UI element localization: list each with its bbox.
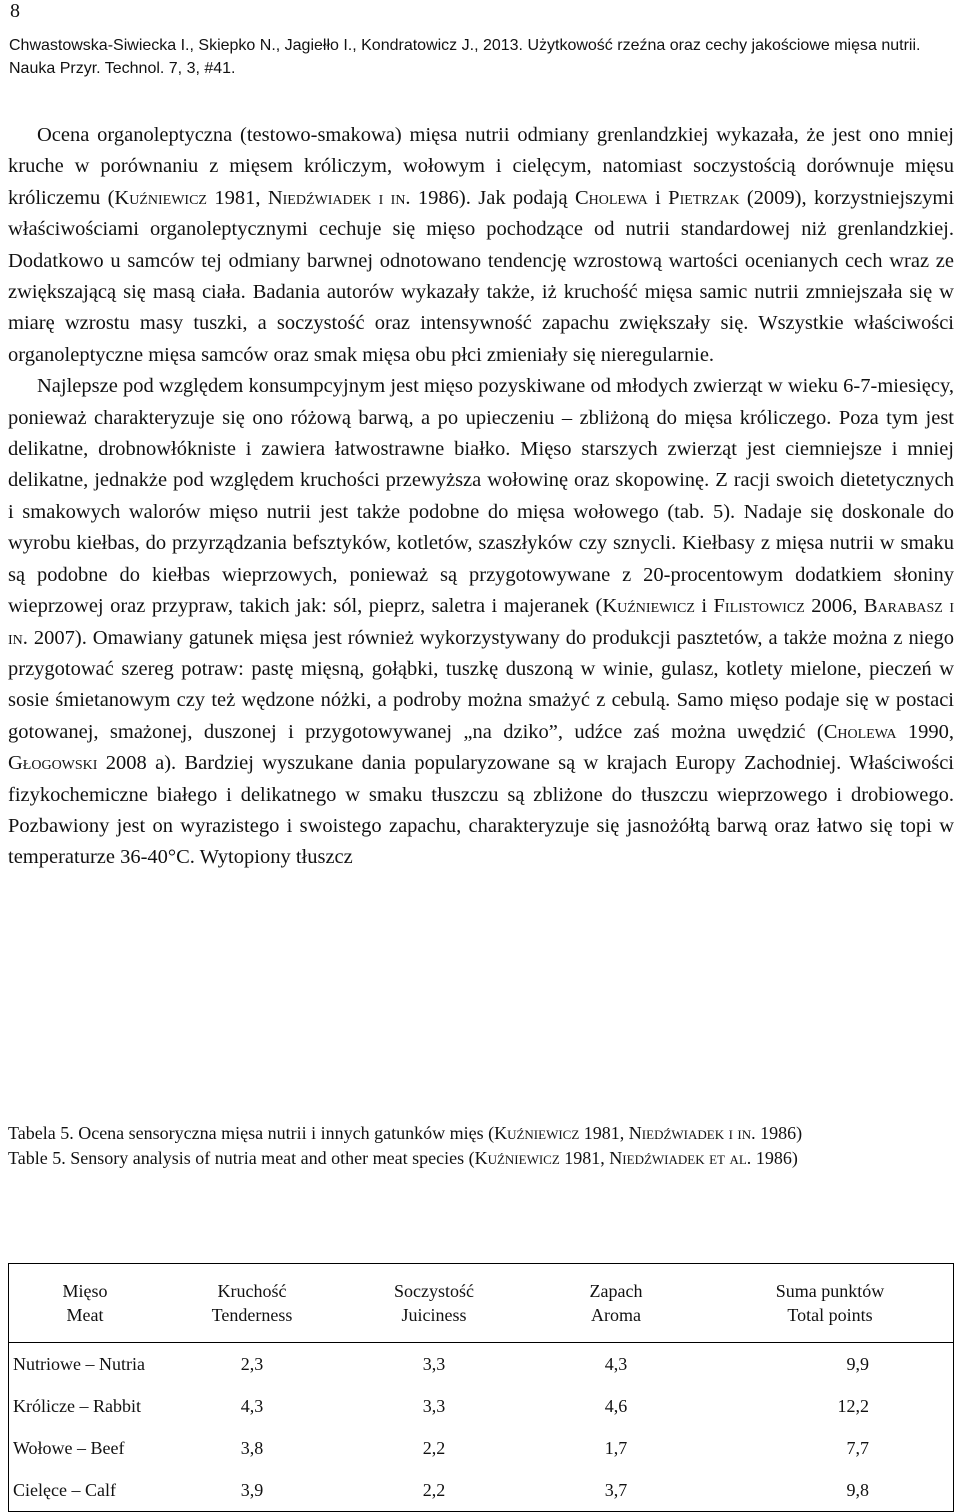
column-header-total: Suma punktów Total points (707, 1264, 954, 1343)
author-ref: Cholewa (574, 186, 648, 209)
juiciness-value: 3,3 (422, 1395, 446, 1416)
total-value: 9,8 (846, 1479, 869, 1500)
author-ref: Filistowicz (713, 595, 805, 618)
page-number: 8 (10, 0, 20, 22)
author-ref: Pietrzak (668, 186, 740, 209)
author-ref: Niedźwiadek i in. (267, 186, 411, 209)
aroma-value: 4,6 (604, 1395, 628, 1416)
juiciness-value: 3,3 (422, 1353, 446, 1374)
column-header-meat: Mięso Meat (9, 1264, 162, 1343)
author-ref: Niedźwiadek et al. (609, 1148, 752, 1168)
column-header-juiciness: Soczystość Juiciness (343, 1264, 525, 1343)
author-ref: Cholewa (823, 720, 897, 743)
table-caption (8, 1121, 954, 1171)
author-ref: Kuźniewicz (602, 595, 695, 618)
author-ref: Niedźwiadek i in. (628, 1123, 756, 1143)
author-ref: Kuźniewicz (494, 1123, 580, 1143)
table-row (9, 1427, 954, 1469)
tenderness-value: 4,3 (240, 1395, 264, 1416)
meat-name: Nutriowe – Nutria (13, 1353, 145, 1374)
tenderness-value: 2,3 (240, 1353, 264, 1374)
author-ref: Kuźniewicz (114, 186, 207, 209)
juiciness-value: 2,2 (422, 1479, 446, 1500)
aroma-value: 1,7 (604, 1437, 628, 1458)
column-header-aroma: Zapach Aroma (525, 1264, 707, 1343)
sensory-table (8, 1263, 954, 1512)
author-ref: Barabasz i in. (8, 595, 954, 649)
tenderness-value: 3,9 (240, 1479, 264, 1500)
total-value: 7,7 (846, 1437, 869, 1458)
juiciness-value: 2,2 (422, 1437, 446, 1458)
meat-name: Królicze – Rabbit (13, 1395, 141, 1416)
paragraph-2: Najlepsze pod względem konsumpcyjnym jest mięso pozyskiwane od młodych zwierząt w wieku 6-7-miesięcy, ponieważ charakteryzuje się ono różową barwą, a po upieczeniu – zbliżoną do mięsa króliczego. Poza tym jest delikatne, drobnowłókniste i zawiera łatwostrawne białko. Mięso starszych zwierząt jest ciemniejsze i mniej delikatne, jednakże pod względem kruchości przewyższa wołowinę oraz skopowinę. Z racji swoich dietetycznych i smakowych walorów mięso nutrii jest także podobne do mięsa wołowego (tab. 5). Nadaje się doskonale do wyrobu kiełbas, do przyrządzania befsztyków, kotletów, szaszłyków czy sznycli. Kiełbasy z mięsa nutrii w smaku są podobne do kiełbas wieprzowych, ponieważ są przygotowywane z 20-procentowym dodatkiem słoniny wieprzowej oraz przypraw, takich jak: sól, pieprz, saletra i majeranek (Kuźniewicz i Filistowicz 2006, Barabasz i in. 2007). Omawiany gatunek mięsa jest również wykorzystywany do produkcji pasztetów, a także można z niego przygotować szereg potraw: pastę mięsną, gołąbki, tuszkę duszoną w winie, gulasz, kotlety mielone, pieczeń w sosie śmietanowym czy też wędzone nóżki, a podroby można smażyć z cebulą. Samo mięso podaje się w postaci gotowanej, smażonej, duszonej i przygotowywanej „na dziko”, udźce zaś można uwędzić (Cholewa 1990, Głogowski 2008 a). Bardziej wyszukane dania popularyzowane są w krajach Europy Zachodniej. Właściwości fizykochemiczne białego i delikatnego w smaku tłuszczu są zbliżone do tłuszczu wieprzowego i drobiowego. Pozbawiony jest on wyrazistego i swoistego zapachu, charakteryzuje się jasnożółtą barwą oraz łatwo się topi w temperaturze 36-40°C. Wytopiony tłuszcz (8, 375, 954, 869)
caption-polish: Tabela 5. Ocena sensoryczna mięsa nutrii i innych gatunków mięs (Kuźniewicz 1981, Niedźwiadek i in. 1986) (8, 1123, 803, 1143)
table-row (9, 1343, 954, 1386)
column-header-tenderness: Kruchość Tenderness (161, 1264, 343, 1343)
caption-english: Table 5. Sensory analysis of nutria meat and other meat species (Kuźniewicz 1981, Niedźwiadek et al. 1986) (8, 1148, 798, 1168)
total-value: 12,2 (837, 1395, 869, 1416)
aroma-value: 4,3 (604, 1353, 628, 1374)
meat-name: Wołowe – Beef (13, 1437, 125, 1458)
table-header-row (9, 1264, 954, 1343)
paragraph-1: Ocena organoleptyczna (testowo-smakowa) mięsa nutrii odmiany grenlandzkiej wykazała, że jest ono mniej kruche w porównaniu z mięsem króliczym, wołowym i cielęcym, natomiast soczystością dorównuje mięsu króliczemu (Kuźniewicz 1981, Niedźwiadek i in. 1986). Jak podają Cholewa i Pietrzak (2009), korzystniejszymi właściwościami organoleptycznymi cechuje się mięso pochodzące od nutrii standardowej niż grenlandzkiej. Dodatkowo u samców tej odmiany barwnej odnotowano tendencję wzrostową wartości ocenianych cech wraz ze zwiększającą się masą ciała. Badania autorów wykazały także, iż kruchość mięsa samic nutrii zmniejszała się w miarę wzrostu masy tuszki, a soczystość oraz intensywność zapachu zwiększały się. Wszystkie właściwości organoleptyczne mięsa samców oraz smak mięsa obu płci zmieniały się nieregularnie. (8, 124, 955, 366)
total-value: 9,9 (846, 1353, 869, 1374)
meat-name: Cielęce – Calf (13, 1479, 116, 1500)
aroma-value: 3,7 (604, 1479, 628, 1500)
table-row (9, 1385, 954, 1427)
tenderness-value: 3,8 (240, 1437, 264, 1458)
author-ref: Głogowski (8, 752, 98, 775)
article-body (8, 120, 954, 874)
author-ref: Kuźniewicz (474, 1148, 560, 1168)
citation-header: Chwastowska-Siwiecka I., Skiepko N., Jagiełło I., Kondratowicz J., 2013. Użytkowość rzeźna oraz cechy jakościowe mięsa nutrii. Nauka Przyr. Technol. 7, 3, #41. (9, 37, 921, 77)
table-row (9, 1469, 954, 1512)
